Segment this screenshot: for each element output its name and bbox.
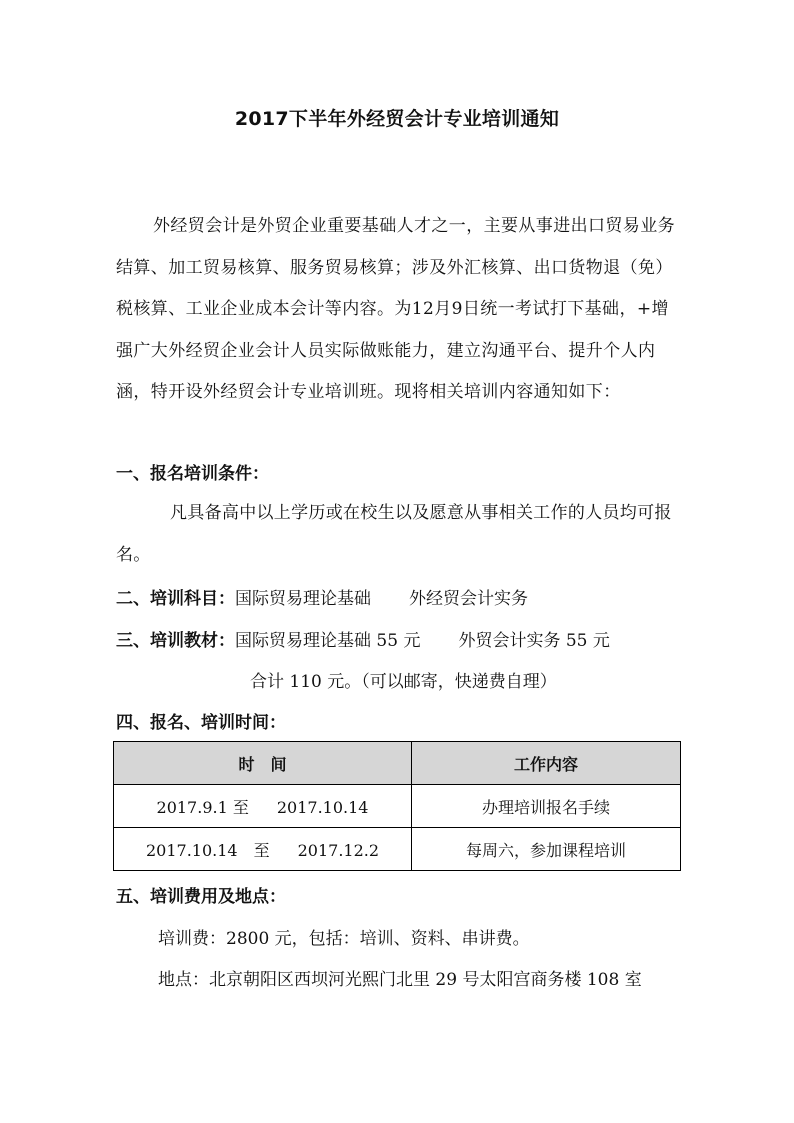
- subject-2: 外经贸会计实务: [409, 589, 528, 609]
- section2-heading: 二、培训科目：: [116, 589, 235, 609]
- section4-heading: 四、报名、培训时间：: [116, 713, 286, 733]
- location-line: 地点：北京朝阳区西坝河光熙门北里 29 号太阳宫商务楼 108 室: [158, 970, 642, 990]
- fee-line: 培训费：2800 元，包括：培训、资料、串讲费。: [158, 929, 530, 949]
- table-row: [114, 785, 681, 828]
- section3-line: [116, 626, 610, 651]
- page-title: 2017下半年外经贸会计专业培训通知: [234, 108, 560, 130]
- intro-paragraph: 外经贸会计是外贸企业重要基础人才之一，主要从事进出口贸易业务结算、加工贸易核算、服务贸易核算；涉及外汇核算、出口货物退（免）税核算、工业企业成本会计等内容。为12月9日统一考试打下基础，+增强广大外经贸企业会计人员实际做账能力，建立沟通平台、提升个人内涵，特开设外经贸会计专业培训班。现将相关培训内容通知如下：: [116, 216, 675, 402]
- end-date: 2017.12.2: [297, 840, 380, 860]
- section1-body: 凡具备高中以上学历或在校生以及愿意从事相关工作的人员均可报名。: [116, 503, 672, 565]
- time-cell: [114, 785, 412, 828]
- end-date: 2017.10.14: [276, 797, 369, 817]
- table-header-row: [114, 742, 681, 785]
- content-cell: 办理培训报名手续: [412, 785, 681, 828]
- book-2: 外贸会计实务 55 元: [458, 631, 610, 651]
- section1-heading: 一、报名培训条件：: [116, 464, 269, 484]
- section5-heading: 五、培训费用及地点：: [116, 887, 286, 907]
- content-cell: 每周六，参加课程培训: [412, 828, 681, 871]
- start-date: 2017.9.1 至: [156, 797, 249, 817]
- schedule-table: [113, 741, 681, 871]
- section3-heading: 三、培训教材：: [116, 631, 235, 651]
- start-date: 2017.10.14 至: [145, 840, 270, 860]
- subject-1: 国际贸易理论基础: [235, 589, 371, 609]
- column-header-content: 工作内容: [412, 742, 681, 785]
- table-row: [114, 828, 681, 871]
- column-header-time: 时 间: [114, 742, 412, 785]
- time-cell: [114, 828, 412, 871]
- book-total: 合计 110 元。（可以邮寄，快递费自理）: [250, 672, 557, 692]
- section2-line: [116, 584, 528, 609]
- book-1: 国际贸易理论基础 55 元: [235, 631, 421, 651]
